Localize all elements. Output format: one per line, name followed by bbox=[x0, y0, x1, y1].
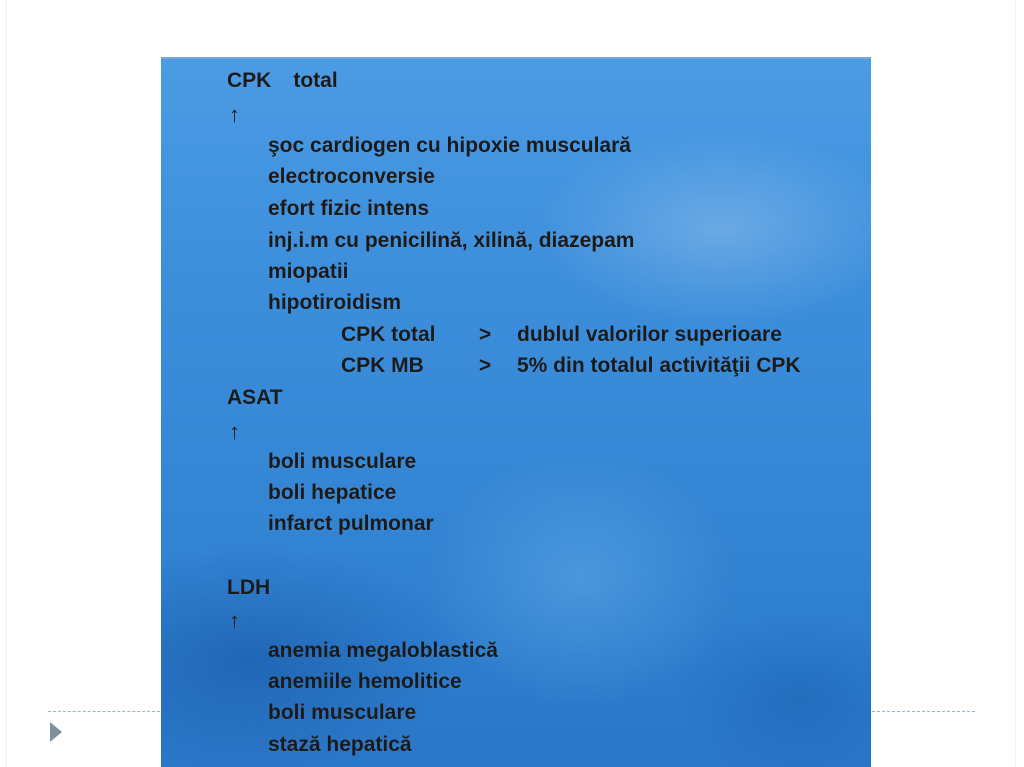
cpk-item: efort fizic intens bbox=[268, 197, 430, 220]
cpk-item: inj.i.m cu penicilină, xilină, diazepam bbox=[268, 229, 635, 252]
slide-content bbox=[161, 59, 871, 767]
asat-item: boli musculare bbox=[268, 450, 417, 473]
ldh-heading: LDH bbox=[227, 576, 271, 599]
cpk-up-arrow: ↑ bbox=[229, 102, 240, 127]
cpk-item: hipotiroidism bbox=[268, 291, 401, 314]
cpk-item: şoc cardiogen cu hipoxie musculară bbox=[268, 134, 631, 157]
asat-up-arrow: ↑ bbox=[229, 419, 240, 444]
cpk-criterion-row bbox=[341, 354, 801, 378]
cpk-item: miopatii bbox=[268, 260, 349, 283]
cpk-item: electroconversie bbox=[268, 165, 435, 188]
criterion-rhs: dublul valorilor superioare bbox=[517, 323, 782, 346]
asat-heading: ASAT bbox=[227, 386, 283, 409]
ldh-item: anemiile hemolitice bbox=[268, 670, 462, 693]
cpk-heading bbox=[227, 69, 338, 93]
ldh-item: anemia megaloblastică bbox=[268, 639, 498, 662]
cpk-title-sub: total bbox=[293, 69, 338, 92]
criterion-operator: > bbox=[478, 354, 492, 377]
criterion-lhs: CPK total bbox=[341, 323, 436, 346]
ldh-item: stază hepatică bbox=[268, 733, 412, 756]
criterion-operator: > bbox=[478, 323, 492, 346]
cpk-criterion-row bbox=[341, 323, 782, 347]
ldh-item: boli musculare bbox=[268, 701, 417, 724]
content-image-panel bbox=[161, 57, 871, 767]
footer-divider-right bbox=[872, 711, 975, 712]
slide-bullet-triangle-icon bbox=[50, 722, 62, 742]
cpk-title: CPK bbox=[227, 69, 272, 92]
asat-item: infarct pulmonar bbox=[268, 512, 434, 535]
ldh-up-arrow: ↑ bbox=[229, 608, 240, 633]
criterion-lhs: CPK MB bbox=[341, 354, 424, 377]
criterion-rhs: 5% din totalul activităţii CPK bbox=[517, 354, 801, 377]
asat-item: boli hepatice bbox=[268, 481, 397, 504]
footer-divider-left bbox=[48, 711, 160, 712]
